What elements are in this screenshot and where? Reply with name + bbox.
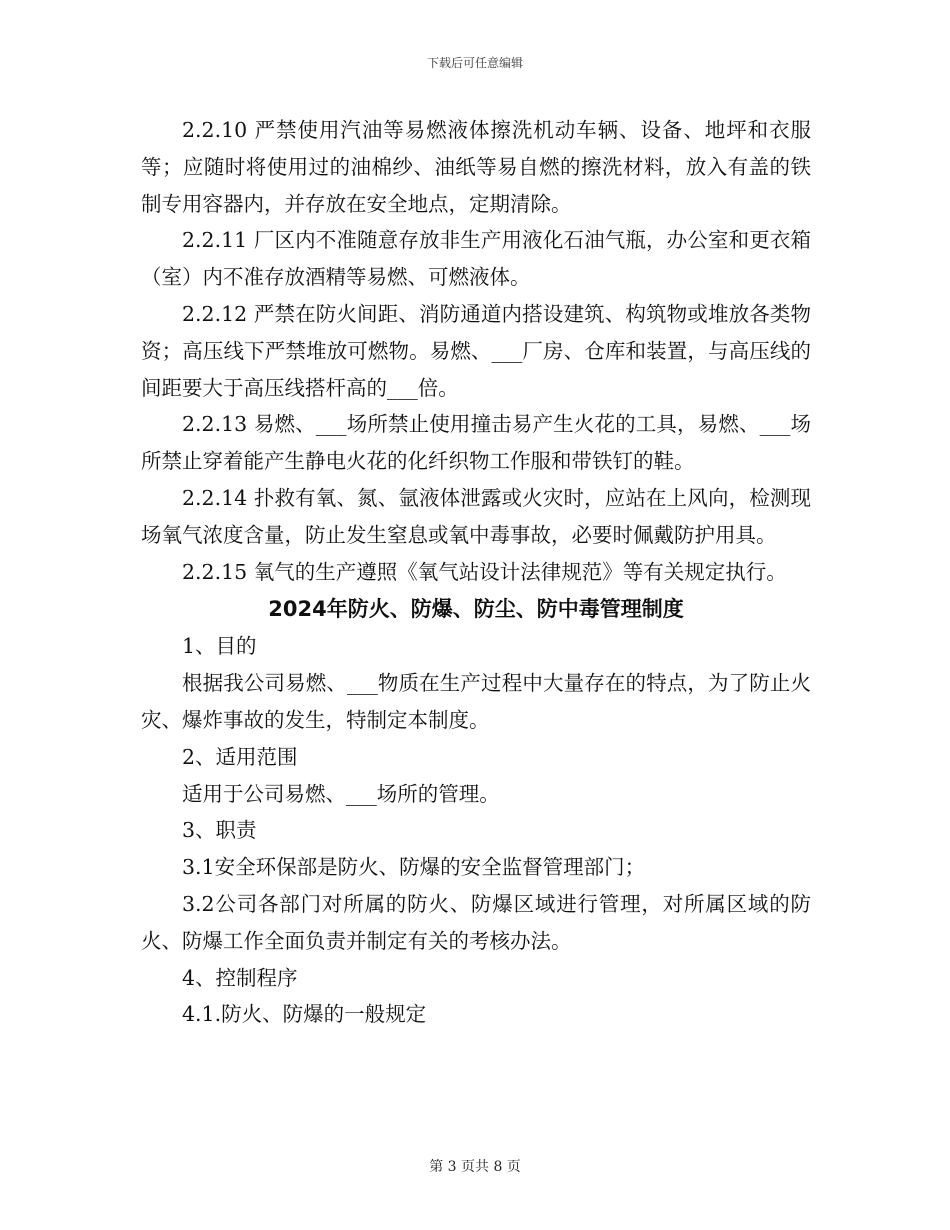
paragraph-2-2-12: 2.2.12 严禁在防火间距、消防通道内搭设建筑、构筑物或堆放各类物资；高压线下严禁堆放可燃物。易燃、___厂房、仓库和装置，与高压线的间距要大于高压线搭杆高的___倍。 [141, 301, 811, 400]
paragraph-purpose: 根据我公司易燃、___物质在生产过程中大量存在的特点，为了防止火灾、爆炸事故的发生，特制定本制度。 [141, 671, 811, 732]
paragraph-procedure-4-1: 4.1.防火、防爆的一般规定 [182, 1002, 427, 1027]
header-note: 下载后可任意编辑 [426, 56, 523, 70]
paragraph-2-2-15: 2.2.15 氧气的生产遵照《氧气站设计法律规范》等有关规定执行。 [182, 559, 787, 584]
section-heading-scope: 2、适用范围 [182, 744, 298, 769]
paragraph-2-2-13: 2.2.13 易燃、___场所禁止使用撞击易产生火花的工具，易燃、___场所禁止穿着能产生静电火花的化纤织物工作服和带铁钉的鞋。 [141, 412, 811, 474]
paragraph-2-2-11: 2.2.11 厂区内不准随意存放非生产用液化石油气瓶，办公室和更衣箱（室）内不准存放酒精等易燃、可燃液体。 [141, 228, 811, 290]
paragraph-2-2-14: 2.2.14 扑救有氧、氮、氩液体泄露或火灾时，应站在上风向，检测现场氧气浓度含量，防止发生窒息或氧中毒事故，必要时佩戴防护用具。 [141, 485, 811, 547]
document-body [141, 112, 811, 1033]
paragraph-duty-3-2: 3.2公司各部门对所属的防火、防爆区域进行管理，对所属区域的防火、防爆工作全面负责并制定有关的考核办法。 [141, 891, 811, 953]
section-heading-procedure: 4、控制程序 [182, 965, 298, 990]
section-heading-purpose: 1、目的 [182, 634, 257, 659]
document-title: 2024年防火、防爆、防尘、防中毒管理制度 [268, 597, 684, 622]
paragraph-2-2-10: 2.2.10 严禁使用汽油等易燃液体擦洗机动车辆、设备、地坪和衣服等；应随时将使用过的油棉纱、油纸等易自燃的擦洗材料，放入有盖的铁制专用容器内，并存放在安全地点，定期清除。 [141, 118, 811, 216]
paragraph-duty-3-1: 3.1安全环保部是防火、防爆的安全监督管理部门； [182, 855, 646, 880]
page-number: 第 3 页共 8 页 [429, 1159, 521, 1175]
paragraph-scope: 适用于公司易燃、___场所的管理。 [182, 781, 500, 806]
section-heading-duties: 3、职责 [182, 818, 257, 843]
